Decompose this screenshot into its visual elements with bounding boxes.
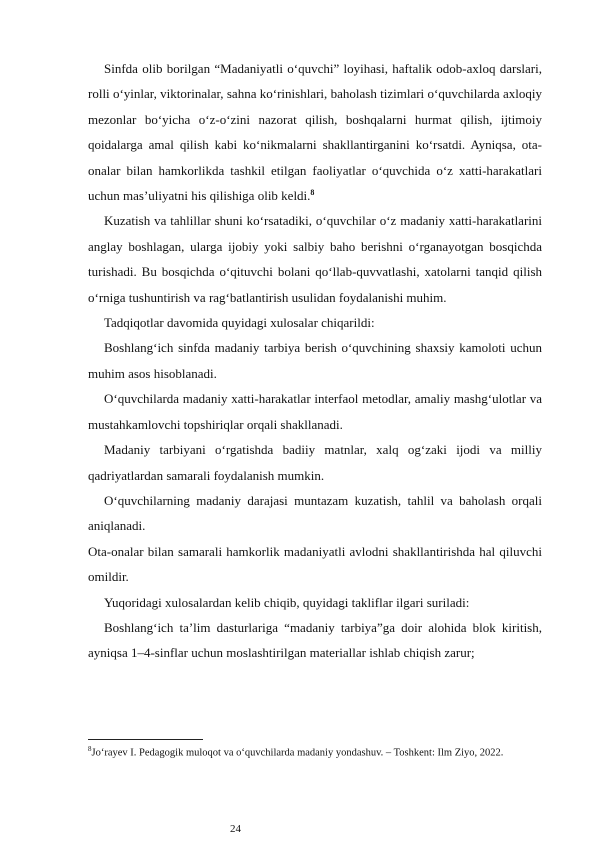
footnote-text: Jo‘rayev I. Pedagogik muloqot va o‘quvchilarda madaniy yondashuv. – Toshkent: Ilm Ziyo, 2022.	[91, 747, 504, 759]
paragraph: Kuzatish va tahlillar shuni ko‘rsatadiki, o‘quvchilar o‘z madaniy xatti-harakatlarini anglay boshlagan, ularga ijobiy yoki salbiy baho berishni o‘rganayotgan bosqichda turishadi. Bu bosqichda o‘qituvchi bolani qo‘llab-quvvatlashi, xatolarni tanqid qilish o‘rniga tushuntirish va rag‘batlantirish usulidan foydalanishi muhim.	[88, 213, 542, 305]
conclusion-item: O‘quvchilarda madaniy xatti-harakatlar interfaol metodlar, amaliy mashg‘ulotlar va mustahkamlovchi topshiriqlar orqali shakllanadi.	[88, 391, 542, 432]
footnote-marker: 8	[88, 745, 92, 753]
body-text	[88, 56, 542, 666]
footnote-divider	[88, 739, 203, 740]
conclusion-item: Ota-onalar bilan samarali hamkorlik madaniyatli avlodni shakllantirishda hal qiluvchi omildir.	[88, 543, 542, 585]
paragraph-text: Sinfda olib borilgan “Madaniyatli o‘quvchi” loyihasi, haftalik odob-axloq darslari, rolli o‘yinlar, viktorinalar, sahna ko‘rinishlari, baholash tizimlari o‘quvchilarda axloqiy mezonlar bo‘yicha o‘z-o‘zini nazorat qilish, boshqalarni hurmat qilish, ijtimoiy qoidalarga amal qilish kabi ko‘nikmalarni shakllantirganini ko‘rsatdi. Ayniqsa, ota-onalar bilan hamkorlikda tashkil etilgan faoliyatlar o‘quvchida o‘z xatti-harakatlari uchun mas’uliyatni his qilishiga olib keldi.	[88, 61, 542, 204]
conclusion-item: Madaniy tarbiyani o‘rgatishda badiiy matnlar, xalq og‘zaki ijodi va milliy qadriyatlardan samarali foydalanish mumkin.	[88, 442, 542, 483]
page-number: 24	[230, 823, 241, 835]
conclusion-item: Boshlang‘ich sinfda madaniy tarbiya berish o‘quvchining shaxsiy kamoloti uchun muhim asos hisoblanadi.	[88, 340, 542, 381]
paragraph: Tadqiqotlar davomida quyidagi xulosalar chiqarildi:	[104, 315, 375, 331]
proposal-item: Boshlang‘ich ta’lim dasturlariga “madaniy tarbiya”ga doir alohida blok kiritish, ayniqsa 1–4-sinflar uchun moslashtirilgan materiallar ishlab chiqish zarur;	[88, 619, 542, 661]
conclusion-item: O‘quvchilarning madaniy darajasi muntazam kuzatish, tahlil va baholash orqali aniqlanadi.	[88, 492, 542, 534]
paragraph: Yuqoridagi xulosalardan kelib chiqib, quyidagi takliflar ilgari suriladi:	[104, 594, 470, 610]
footnote-ref[interactable]: 8	[310, 188, 315, 198]
footnote	[88, 742, 542, 761]
paragraph	[88, 56, 542, 208]
